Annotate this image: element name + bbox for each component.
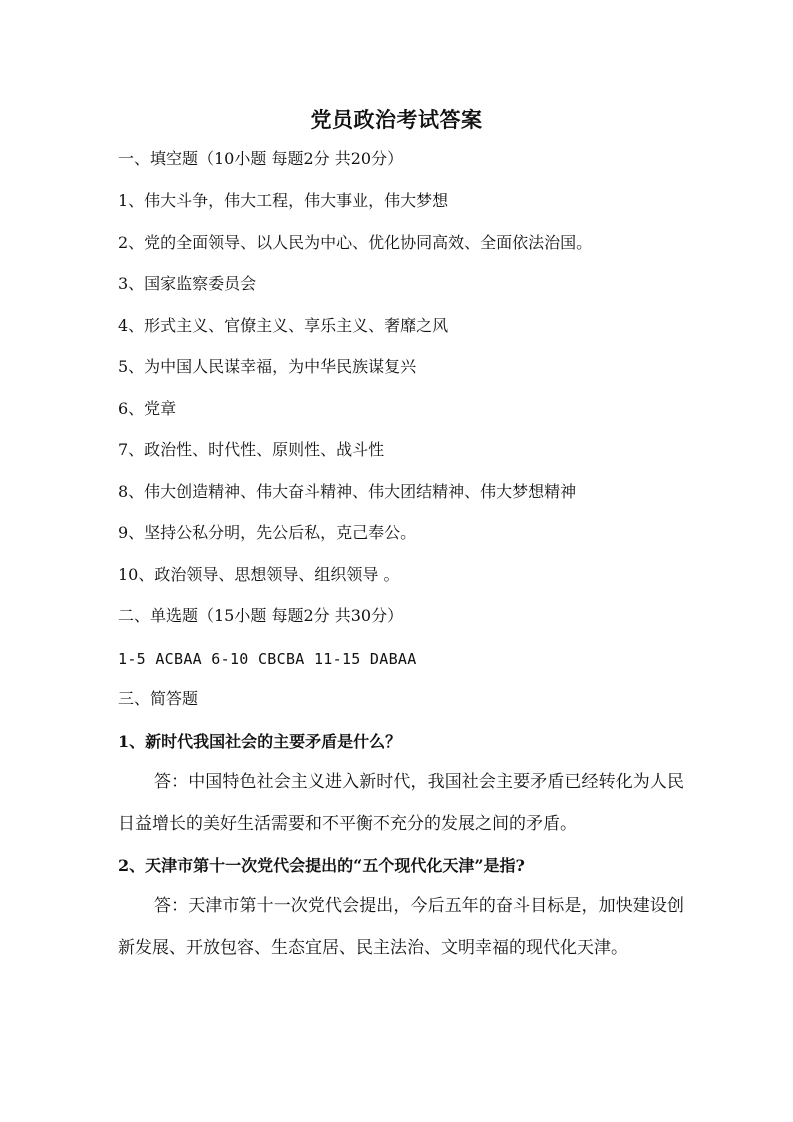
section-heading-fill-in: 一、填空题（10小题 每题2分 共20分） [118,149,404,168]
answer-item-4: 4、形式主义、官僚主义、享乐主义、奢靡之风 [118,316,449,335]
answer-item-10: 10、政治领导、思想领导、组织领导 。 [118,565,400,584]
short-answer-question-2: 2、天津市第十一次党代会提出的“五个现代化天津”是指? [118,856,525,875]
answer-item-7: 7、政治性、时代性、原则性、战斗性 [118,440,385,459]
section-heading-short-answer: 三、简答题 [118,689,199,708]
answer-item-6: 6、党章 [118,399,177,418]
single-choice-answers: 1-5 ACBAA 6-10 CBCBA 11-15 DABAA [118,650,417,668]
answer-item-9: 9、坚持公私分明，先公后私，克己奉公。 [118,523,417,542]
answer-item-3: 3、国家监察委员会 [118,274,257,293]
answer-item-5: 5、为中国人民谋幸福，为中华民族谋复兴 [118,357,417,376]
answer-item-8: 8、伟大创造精神、伟大奋斗精神、伟大团结精神、伟大梦想精神 [118,482,577,501]
answer-item-1: 1、伟大斗争，伟大工程，伟大事业，伟大梦想 [118,191,449,210]
section-heading-single-choice: 二、单选题（15小题 每题2分 共30分） [118,606,404,625]
short-answer-question-1: 1、新时代我国社会的主要矛盾是什么？ [118,732,402,751]
short-answer-answer-1: 答：中国特色社会主义进入新时代，我国社会主要矛盾已经转化为人民日益增长的美好生活需要和不平衡不充分的发展之间的矛盾。 [118,772,684,834]
short-answer-answer-2: 答：天津市第十一次党代会提出，今后五年的奋斗目标是，加快建设创新发展、开放包容、生态宜居、民主法治、文明幸福的现代化天津。 [118,896,684,958]
page-title: 党员政治考试答案 [310,107,483,132]
answer-item-2: 2、党的全面领导、以人民为中心、优化协同高效、全面依法治国。 [118,233,593,252]
